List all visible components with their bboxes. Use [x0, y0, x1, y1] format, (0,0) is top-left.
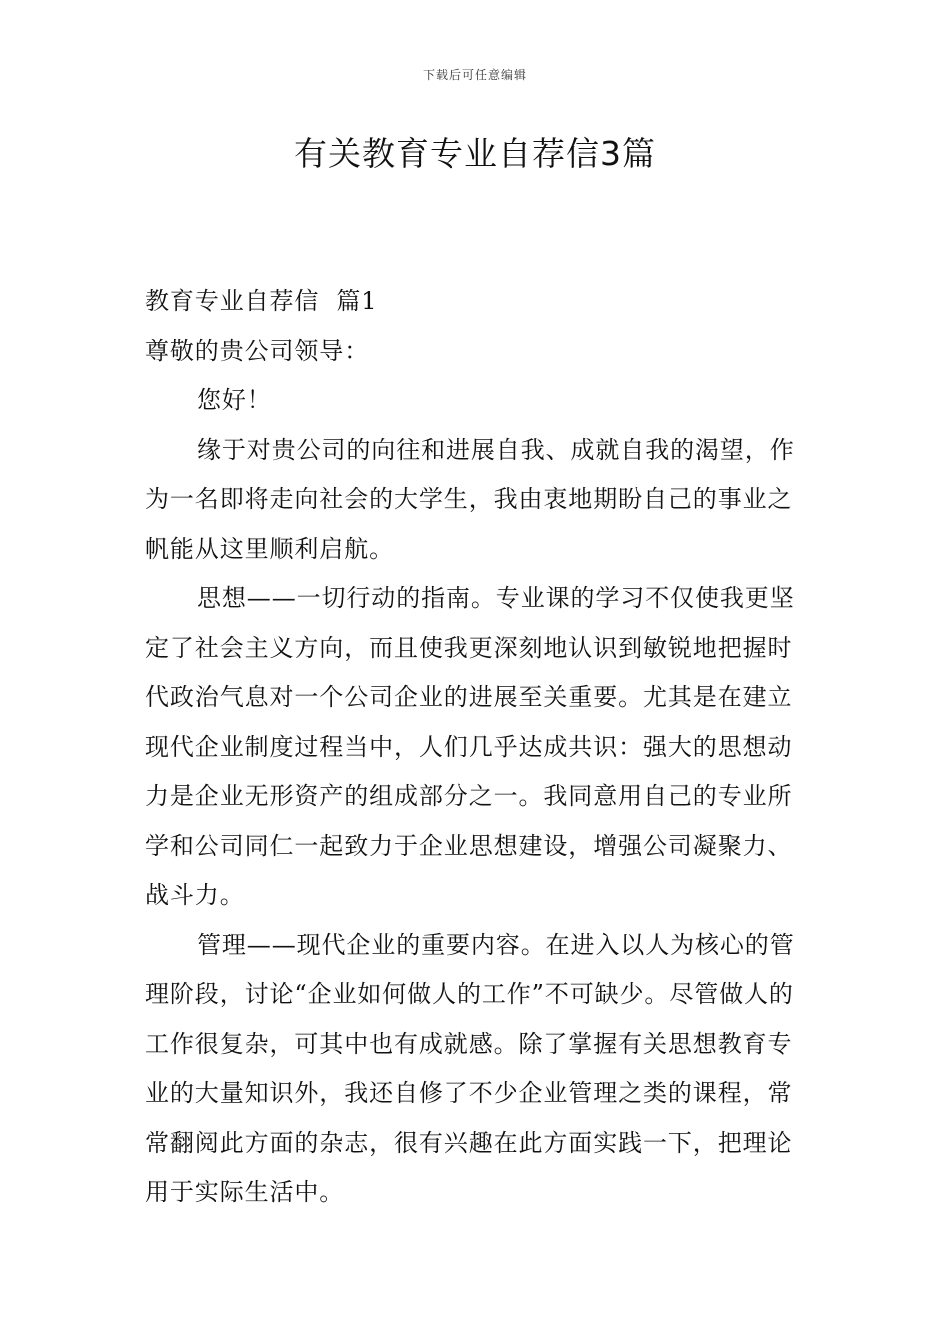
header-note: 下载后可任意编辑: [422, 68, 527, 82]
document-title: 有关教育专业自荐信3篇: [294, 134, 656, 173]
paragraph-2: 思想——一切行动的指南。专业课的学习不仅使我更坚定了社会主义方向，而且使我更深刻地认识到敏锐地把握时代政治气息对一个公司企业的进展至关重要。尤其是在建立现代企业制度过程当中，人们几乎达成共识：强大的思想动力是企业无形资产的组成部分之一。我同意用自己的专业所学和公司同仁一起致力于企业思想建设，增强公司凝聚力、战斗力。: [145, 584, 795, 909]
document-body: [145, 277, 805, 1218]
paragraph-1: 缘于对贵公司的向往和进展自我、成就自我的渴望，作为一名即将走向社会的大学生，我由衷地期盼自己的事业之帆能从这里顺利启航。: [145, 435, 795, 563]
salutation: 尊敬的贵公司领导：: [145, 336, 370, 365]
greeting: 您好！: [197, 386, 272, 414]
section-heading: 教育专业自荐信 篇1: [145, 287, 378, 315]
paragraph-3: 管理——现代企业的重要内容。在进入以人为核心的管理阶段，讨论“企业如何做人的工作”不可缺少。尽管做人的工作很复杂，可其中也有成就感。除了掌握有关思想教育专业的大量知识外，我还自修了不少企业管理之类的课程，常常翻阅此方面的杂志，很有兴趣在此方面实践一下，把理论用于实际生活中。: [145, 930, 795, 1206]
